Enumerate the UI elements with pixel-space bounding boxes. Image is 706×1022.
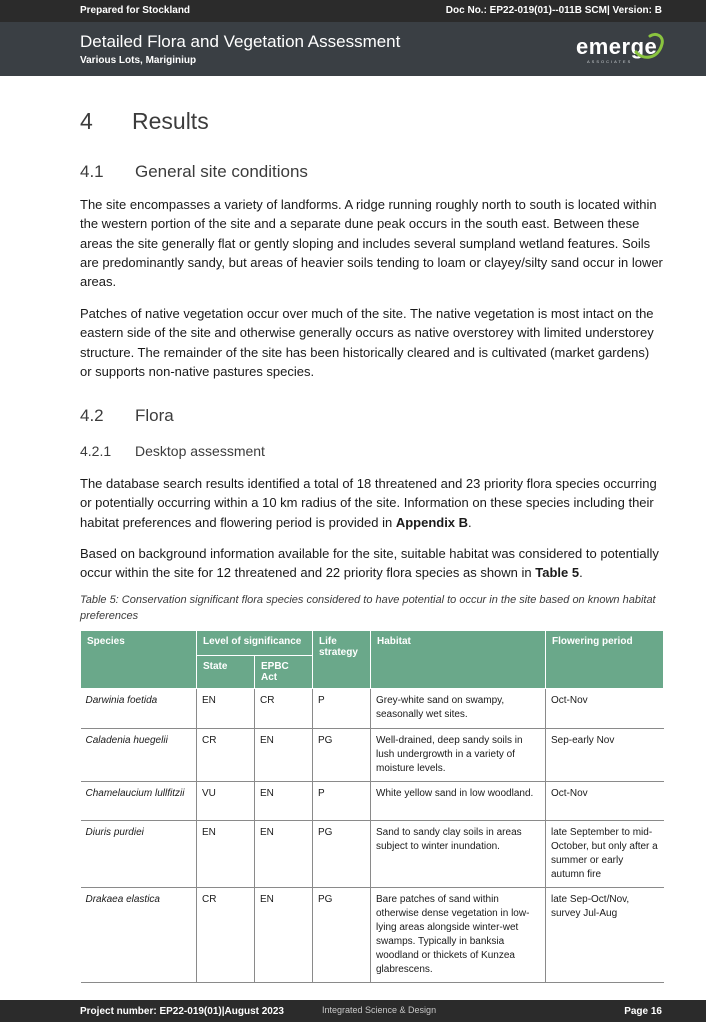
cell-flowering: Oct-Nov [546,689,664,729]
cell-state: CR [197,729,255,782]
document-header [0,22,706,76]
document-title: Detailed Flora and Vegetation Assessment [80,32,401,51]
cell-life-strategy: P [313,689,371,729]
header-habitat: Habitat [371,631,546,689]
page-footer [0,1000,706,1022]
cell-state: VU [197,782,255,821]
cell-habitat: White yellow sand in low woodland. [371,782,546,821]
cell-habitat: Bare patches of sand within otherwise dense vegetation in low-lying areas alongside winter-wet swamps. Typically in banksia woodland or thickets of Kunzea glabrescens. [371,888,546,983]
cell-species: Drakaea elastica [81,888,197,983]
table-row [81,821,664,888]
subsection-number: 4.2 [80,406,104,425]
paragraph-text: Based on background information available for the site, suitable habitat was considered to potentially occur within the site for 12 threatened and 22 priority flora species as shown in [80,546,659,581]
paragraph-text: The database search results identified a total of 18 threatened and 23 priority flora species occurring or potentially occurring within a 10 km radius of the site. Information on these species including their habitat preferences and flowering period is provided in [80,476,657,530]
section-title: Results [132,108,209,134]
cell-flowering: Sep-early Nov [546,729,664,782]
header-life-strategy: Life strategy [313,631,371,689]
cell-flowering: Oct-Nov [546,782,664,821]
page-number: Page 16 [624,1006,662,1017]
cell-epbc: EN [255,782,313,821]
subsection-title: Flora [135,406,174,425]
cell-species: Diuris purdiei [81,821,197,888]
project-number: Project number: EP22-019(01)|August 2023 [80,1006,284,1017]
cell-epbc: EN [255,821,313,888]
cell-epbc: CR [255,689,313,729]
paragraph-site-landforms: The site encompasses a variety of landforms. A ridge running roughly north to south is located within the western portion of the site and a separate dune peak occurs in the south east. Between these areas the site generally flat or gently sloping and includes several sumpland wetland features. Soils are predominantly sandy, but areas of heavier soils tending to loam or clayey/silty sand occur in lower areas. [80,197,663,290]
footer-tagline: Integrated Science & Design [322,1005,437,1015]
cell-epbc: EN [255,888,313,983]
cell-state: CR [197,888,255,983]
flora-table [80,630,664,983]
cell-life-strategy: PG [313,888,371,983]
cell-state: EN [197,821,255,888]
cell-life-strategy: PG [313,729,371,782]
cell-habitat: Grey-white sand on swampy, seasonally wet sites. [371,689,546,729]
logo-wordmark: emerge [576,34,658,59]
cell-life-strategy: PG [313,821,371,888]
cell-species: Chamelaucium lullfitzii [81,782,197,821]
header-level-of-significance: Level of significance [197,631,313,656]
cell-species: Caladenia huegelii [81,729,197,782]
table-caption: Table 5: Conservation significant flora species considered to have potential to occur in the site based on known habitat preferences [80,594,656,622]
cell-habitat: Well-drained, deep sandy soils in lush undergrowth in a variety of moisture levels. [371,729,546,782]
subsection-number: 4.1 [80,162,104,181]
cell-epbc: EN [255,729,313,782]
cell-habitat: Sand to sandy clay soils in areas subject to winter inundation. [371,821,546,888]
header-species: Species [81,631,197,689]
cell-flowering: late Sep-Oct/Nov, survey Jul-Aug [546,888,664,983]
subsection-heading-4-2-1 [80,443,265,459]
table-row [81,888,664,983]
subsection-heading-4-2 [80,406,174,426]
prepared-for: Prepared for Stockland [80,5,191,16]
header-state: State [197,656,255,689]
cell-state: EN [197,689,255,729]
cell-flowering: late September to mid-October, but only after a summer or early autumn fire [546,821,664,888]
section-number: 4 [80,108,93,134]
appendix-reference: Appendix B [395,514,469,530]
table-row [81,729,664,782]
subsection-number: 4.2.1 [80,443,112,459]
logo-swoosh-icon [632,30,666,64]
top-bar [0,0,706,22]
section-heading [80,108,209,135]
emerge-logo [576,34,666,68]
paragraph-suitable-habitat [80,544,664,583]
cell-species: Darwinia foetida [81,689,197,729]
header-epbc-act: EPBC Act [255,656,313,689]
logo-tagline: ASSOCIATES [587,59,633,64]
cell-life-strategy: P [313,782,371,821]
paragraph-native-vegetation: Patches of native vegetation occur over much of the site. The native vegetation is most intact on the eastern side of the site and otherwise generally occurs as native overstorey with limited understorey structure. The remainder of the site has been historically cleared and is cultivated (market gardens) or supports non-native pastures species. [80,306,654,379]
table-row [81,782,664,821]
table-reference: Table 5 [535,565,580,581]
subsection-title: General site conditions [135,162,308,181]
subsection-heading-4-1 [80,162,308,182]
doc-number: Doc No.: EP22-019(01)--011B SCM| Version: B [445,5,662,16]
document-subtitle: Various Lots, Mariginiup [80,55,197,66]
table-row [81,689,664,729]
subsection-title: Desktop assessment [135,443,265,459]
paragraph-end: . [468,514,472,530]
paragraph-end: . [579,565,583,581]
paragraph-database-search [80,474,664,532]
header-flowering-period: Flowering period [546,631,664,689]
